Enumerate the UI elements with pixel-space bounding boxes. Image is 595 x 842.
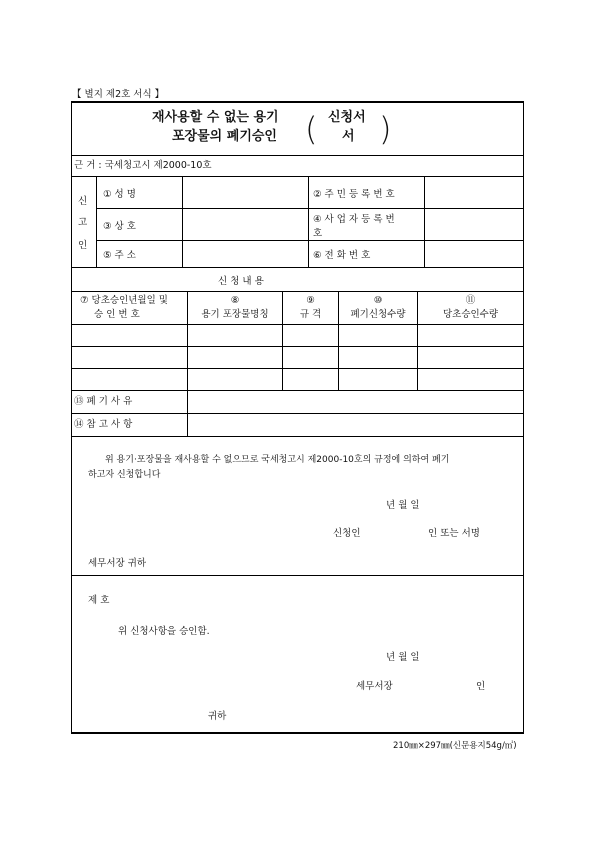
company-field[interactable] — [183, 209, 307, 239]
col-spec-num: ⑨ — [306, 295, 315, 306]
addressee: 세무서장 귀하 — [88, 558, 147, 569]
name-field[interactable] — [183, 177, 307, 207]
approval-number-label: 제 호 — [88, 595, 110, 606]
bizno-label-line1: ④ 사 업 자 등 록 번 — [313, 214, 395, 225]
reason-field[interactable] — [188, 391, 523, 412]
col-spec-label: 규 격 — [299, 309, 322, 320]
basis-text: 근 거 : 국세청고시 제2000-10호 — [74, 160, 212, 171]
notes-field[interactable] — [188, 414, 523, 435]
col-container-name-label: 용기 포장물명칭 — [201, 309, 269, 320]
phone-field[interactable] — [425, 241, 522, 266]
form-frame — [71, 101, 524, 734]
bizno-label-line2: 호 — [313, 228, 323, 239]
title-suffix-line2: 서 — [342, 129, 355, 144]
address-field[interactable] — [183, 241, 307, 266]
approval-to: 귀하 — [208, 711, 227, 722]
paper-spec: 210㎜×297㎜(신문용지54g/㎡) — [393, 741, 517, 751]
form-id: 【 별지 제2호 서식 】 — [72, 89, 165, 100]
approval-seal: 인 — [476, 681, 486, 692]
applicant-group-char-3: 인 — [78, 240, 88, 251]
col-approved-qty-num: ⑪ — [465, 295, 476, 306]
col-container-name-num: ⑧ — [230, 295, 240, 306]
approval-date-label: 년 월 일 — [386, 652, 420, 663]
table-row[interactable] — [72, 325, 523, 346]
reason-label: ⑬ 폐 기 사 유 — [74, 396, 133, 407]
rrn-label: ② 주 민 등 록 번 호 — [313, 189, 395, 200]
table-row[interactable] — [72, 369, 523, 390]
bizno-field[interactable] — [425, 209, 522, 239]
statement-line1: 위 용기·포장물을 재사용할 수 없으므로 국세청고시 제2000-10호의 규정에 의하여 폐기 — [105, 455, 450, 465]
col-approval-date-line1: ⑦ 당초승인년월일 및 — [80, 295, 168, 306]
col-approved-qty-label: 당초승인수량 — [442, 309, 499, 320]
title-line2: 포장물의 폐기승인 — [172, 129, 277, 144]
date-label: 년 월 일 — [386, 500, 420, 511]
applicant-group-char-1: 신 — [78, 196, 88, 207]
rrn-field[interactable] — [425, 177, 522, 207]
statement-line2: 하고자 신청합니다 — [88, 470, 161, 480]
col-disposal-qty-label: 폐기신청수량 — [350, 309, 406, 320]
applicant-sign-label: 신청인 — [333, 528, 361, 539]
title-line1: 재사용할 수 없는 용기 — [152, 110, 279, 125]
address-label: ⑤ 주 소 — [103, 250, 136, 261]
phone-label: ⑥ 전 화 번 호 — [313, 250, 371, 261]
col-approval-date-line2: 승 인 번 호 — [94, 309, 140, 320]
col-disposal-qty-num: ⑩ — [373, 295, 383, 306]
applicant-group-char-2: 고 — [78, 217, 88, 228]
title-suffix-line1: 신청서 — [328, 110, 366, 125]
title-paren-close: ) — [379, 110, 392, 148]
request-header: 신 청 내 용 — [218, 276, 264, 287]
name-label: ① 성 명 — [103, 189, 136, 200]
table-row[interactable] — [72, 347, 523, 368]
company-label: ③ 상 호 — [103, 221, 136, 232]
title-paren-open: ( — [305, 110, 318, 148]
approval-issuer: 세무서장 — [356, 681, 393, 692]
notes-label: ⑭ 참 고 사 항 — [74, 419, 133, 430]
seal-label: 인 또는 서명 — [428, 528, 480, 539]
approval-text: 위 신청사항을 승인함. — [118, 626, 210, 637]
